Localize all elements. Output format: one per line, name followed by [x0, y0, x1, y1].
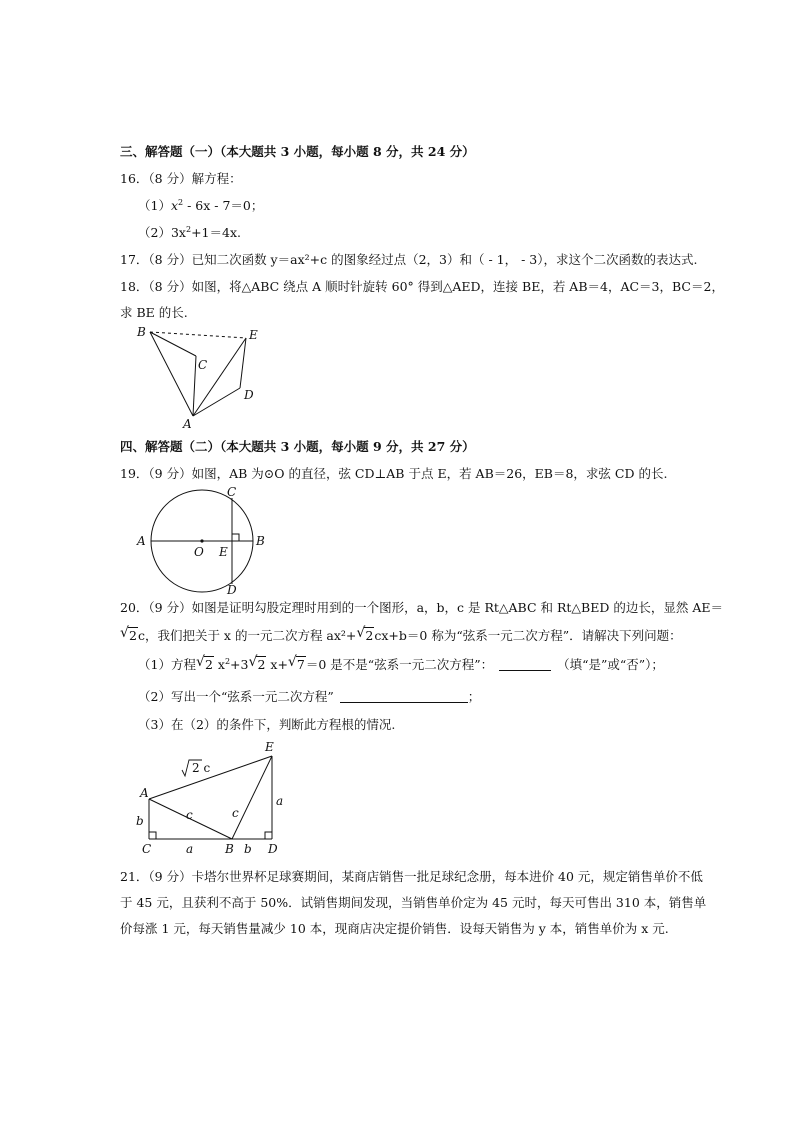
fig20-side-a: a	[186, 842, 194, 856]
fig19-label-e: E	[219, 545, 228, 559]
answer-blank-1[interactable]	[499, 658, 551, 671]
figure-circle	[130, 484, 275, 596]
fig20-sqrt-label: 2 c	[192, 761, 211, 775]
q18-line2: 求 BE 的长.	[120, 305, 188, 320]
figure-pythagoras	[130, 739, 290, 857]
fig20-label-e: E	[265, 740, 274, 754]
figure-rotation-triangles	[130, 322, 280, 434]
q16-part1-label: （1）	[138, 198, 171, 213]
fig20-side-b: b	[136, 814, 144, 828]
fig18-label-a: A	[183, 417, 192, 431]
q16-stem: 16．（8 分）解方程：	[120, 171, 242, 186]
fig20-label-b: B	[225, 842, 234, 856]
q21-line3: 价每涨 1 元，每天销售量减少 10 本，现商店决定提价销售．设每天销售为 y 本，销售单价为 x 元.	[120, 921, 669, 936]
fig19-label-b: B	[256, 534, 265, 548]
fig20-side-c2: c	[232, 806, 239, 820]
q20-part1-plus3: +3	[230, 657, 249, 672]
q20-part1-x: x	[213, 657, 225, 672]
fig20-label-a: A	[140, 786, 149, 800]
q20-part1-hint: （填“是”或“否”）；	[557, 657, 664, 672]
q20-part2-end: ；	[467, 689, 481, 704]
section-3-heading: 三、解答题（一）（本大题共 3 小题，每小题 8 分，共 24 分）	[120, 144, 475, 159]
sqrt-2c: √ 2	[195, 654, 213, 672]
fig20-side-a2: a	[276, 794, 284, 808]
q16-part2-label: （2）	[138, 225, 171, 240]
fig18-label-c: C	[198, 358, 208, 372]
fig18-label-e: E	[249, 328, 258, 342]
q20-part3: （3）在（2）的条件下，判断此方程根的情况.	[138, 717, 396, 732]
fig20-label-c: C	[142, 842, 152, 856]
sqrt-2: √ 2	[120, 625, 137, 643]
answer-blank-2[interactable]	[340, 690, 468, 703]
fig19-label-d: D	[227, 583, 237, 596]
fig18-label-d: D	[244, 388, 254, 402]
fig19-label-o: O	[194, 545, 204, 559]
section-4-heading: 四、解答题（二）（本大题共 3 小题，每小题 9 分，共 27 分）	[120, 439, 475, 454]
q20-line2-end: cx+b＝0 称为“弦系一元二次方程”．请解决下列问题：	[374, 628, 682, 643]
q19-text: 19．（9 分）如图，AB 为⊙O 的直径，弦 CD⊥AB 于点 E，若 AB＝26，EB＝8，求弦 CD 的长.	[120, 466, 668, 481]
q20-line2-tail: c，我们把关于 x 的一元二次方程 ax²+	[137, 628, 357, 643]
q20-part2	[138, 689, 480, 705]
sqrt-7: √ 7	[287, 654, 305, 672]
q16-part2: $(2)3x^2+1=4x$.	[138, 225, 241, 240]
q21-line2: 于 45 元，且获利不高于 50%．试销售期间发现，当销售单价定为 45 元时，每天可售出 310 本，销售单	[120, 895, 707, 910]
q16-part2-rest: +1＝4x.	[191, 225, 241, 240]
fig20-side-c: c	[186, 808, 193, 822]
q17-text: 17．（8 分）已知二次函数 y＝ax²+c 的图象经过点（2，3）和（ - 1， - 3），求这个二次函数的表达式.	[120, 252, 698, 267]
q20-part1-question: ＝0 是不是“弦系一元二次方程”：	[305, 657, 494, 672]
q16-part1: $(1)x^2 - 6x - 7=0$；	[138, 198, 264, 213]
fig18-label-b: B	[137, 325, 146, 339]
sqrt-2d: √ 2	[248, 654, 266, 672]
q20-part1: （1）方程 √ 2 $x^2+3$ √ 2 x+ √ 7＝0 是不是“弦系一元二次方程”： （填“是”或“否”）；	[138, 654, 664, 672]
fig19-label-a: A	[137, 534, 146, 548]
q20-line2	[120, 627, 682, 644]
q20-line1: 20．（9 分）如图是证明勾股定理时用到的一个图形，a，b，c 是 Rt△ABC 和 Rt△BED 的边长，显然 AE＝	[120, 600, 723, 615]
fig19-label-c: C	[227, 485, 237, 499]
fig20-side-b2: b	[244, 842, 252, 856]
fig20-label-d: D	[268, 842, 278, 856]
q18-line1: 18．（8 分）如图，将△ABC 绕点 A 顺时针旋转 60° 得到△AED，连接 BE，若 AB＝4，AC＝3，BC＝2，	[120, 279, 724, 294]
q20-part1-label: （1）方程	[138, 657, 196, 672]
q16-part1-var: x	[170, 198, 179, 213]
q21-line1: 21．（9 分）卡塔尔世界杯足球赛期间，某商店销售一批足球纪念册，每本进价 40 元，规定销售单价不低	[120, 869, 703, 884]
q16-part1-rest: - 6x - 7＝0；	[183, 198, 264, 213]
q20-part1-xplus: x+	[266, 657, 288, 672]
sqrt-2b: √ 2	[356, 625, 374, 643]
q20-part2-text: （2）写出一个“弦系一元二次方程”	[138, 689, 334, 704]
q16-part2-var: 3x	[170, 225, 186, 240]
